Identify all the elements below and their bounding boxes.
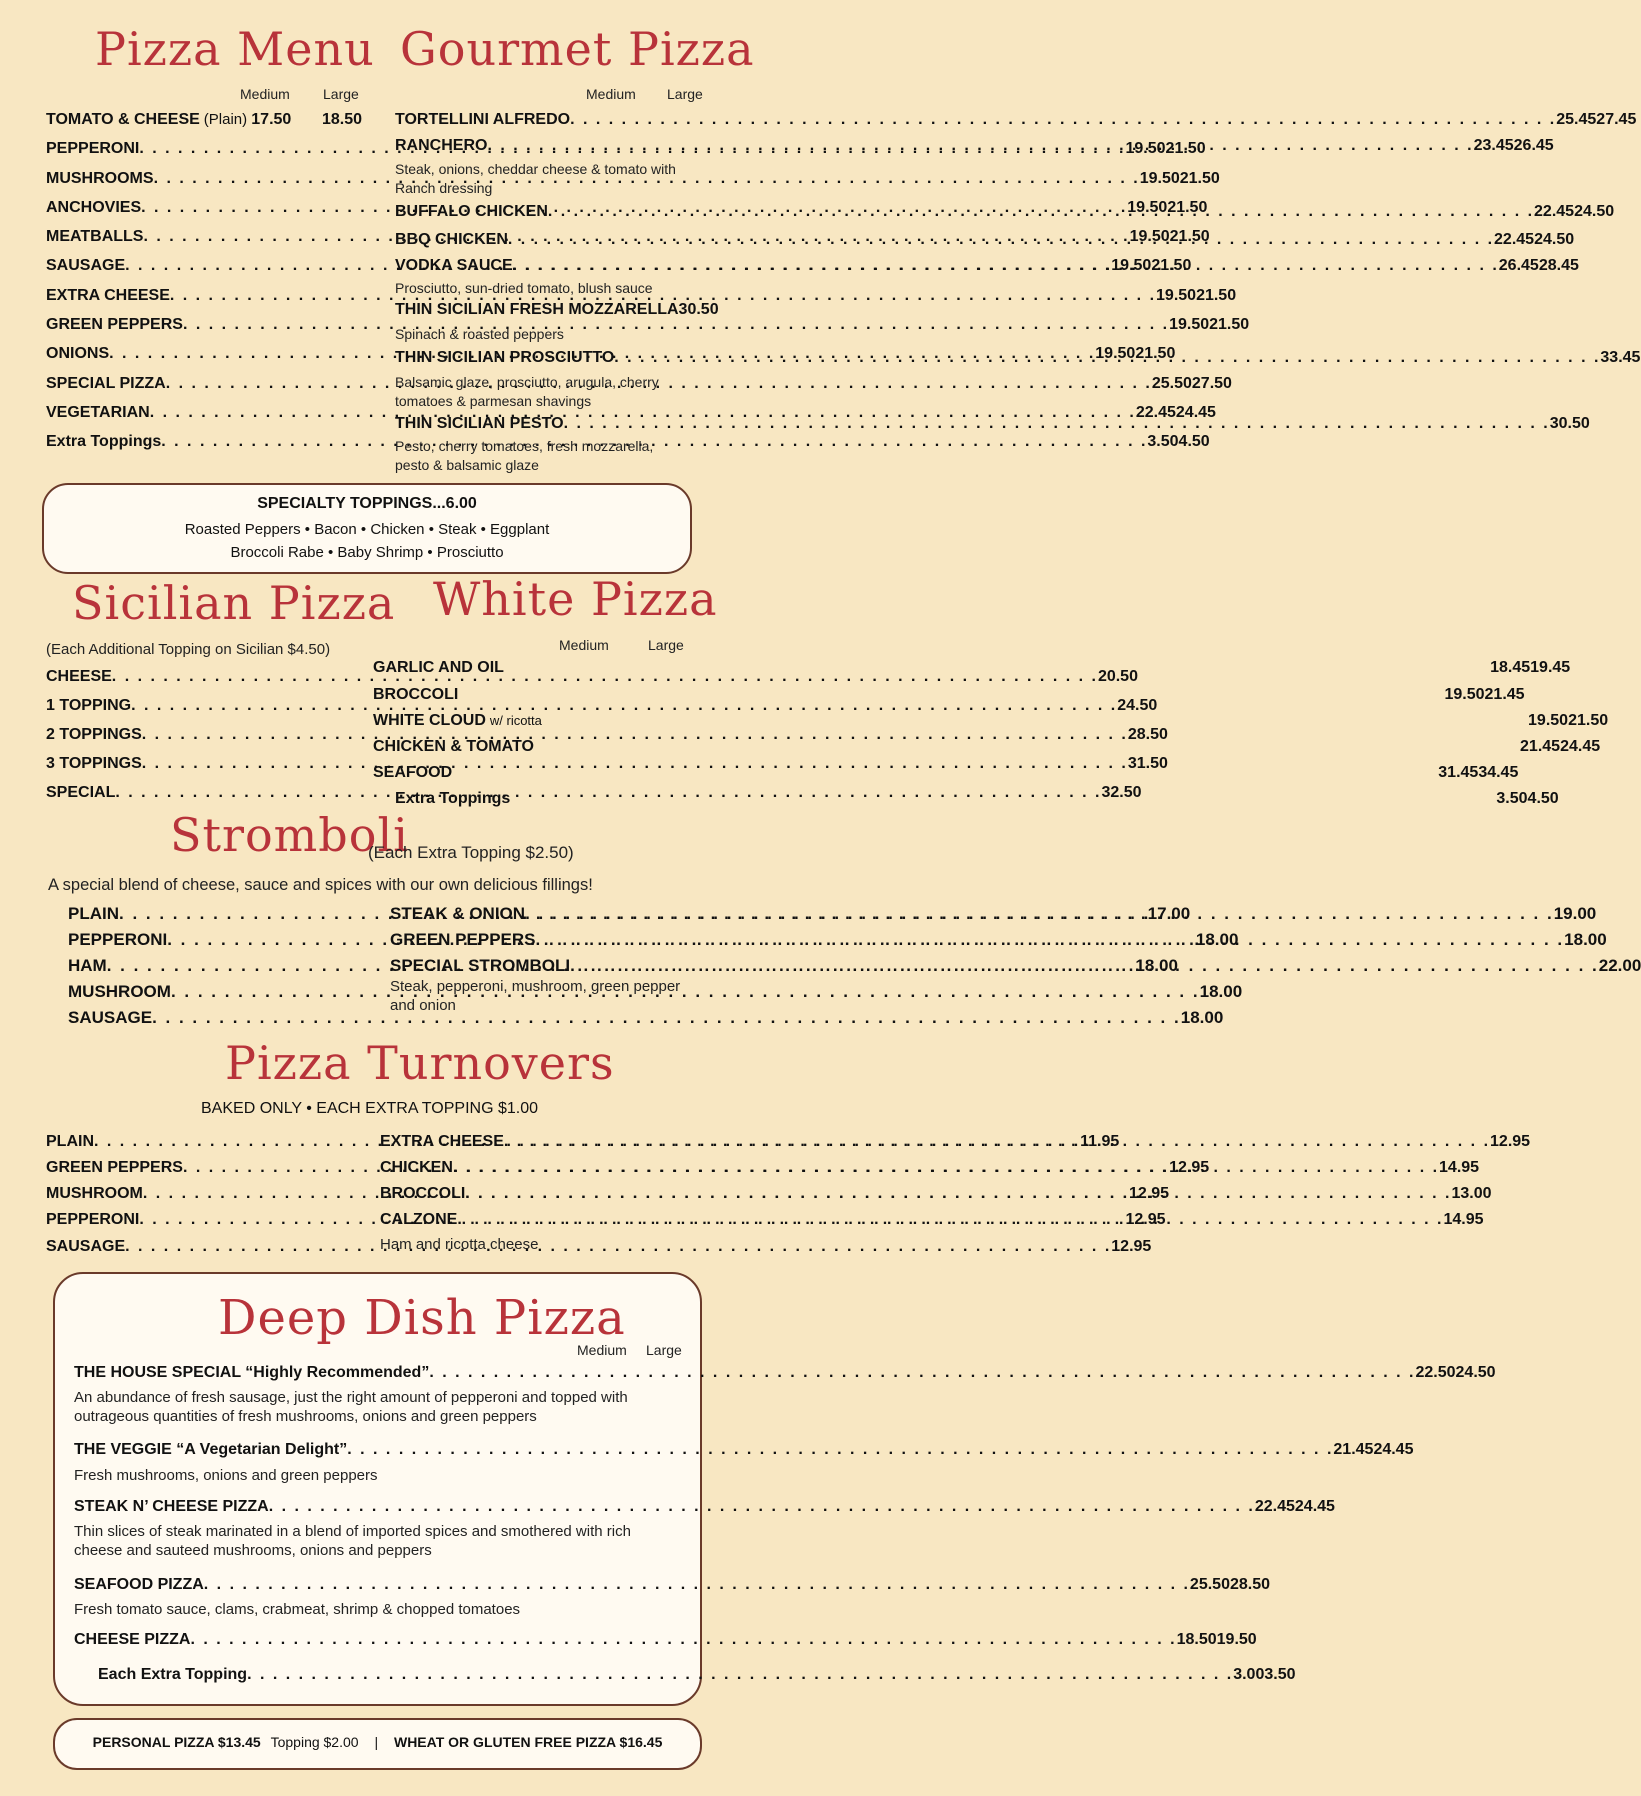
medium-price: 3.00 [1233, 1666, 1265, 1683]
deep-dish-large-header: Large [646, 1342, 682, 1358]
medium-price: 21.45 [1333, 1441, 1374, 1458]
price: 14.95 [1443, 1211, 1484, 1228]
medium-price: 25.50 [1151, 375, 1192, 392]
deep-dish-row [74, 1441, 1414, 1459]
price: 31.50 [1127, 755, 1168, 772]
gourmet-large-header: Large [667, 86, 703, 102]
item-name: THE HOUSE SPECIAL “Highly Recommended” [74, 1364, 430, 1381]
stromboli-tagline: A special blend of cheese, sauce and spices with our own delicious fillings! [48, 876, 593, 894]
large-price: 24.45 [1175, 404, 1216, 421]
price: 12.95 [1490, 1133, 1531, 1150]
price: 11.95 [1080, 1133, 1120, 1150]
pizza-menu-row [46, 433, 1210, 451]
leader-dots [487, 137, 1473, 155]
item-name: GREEN PEPPERS [46, 316, 183, 333]
large-price: 21.50 [1568, 712, 1609, 729]
pizza-menu-medium-header: Medium [240, 86, 290, 102]
price: 19.00 [1553, 904, 1597, 923]
price: 13.00 [1451, 1185, 1492, 1202]
medium-price: 18.45 [1490, 659, 1531, 676]
item-name: PEPPERONI [46, 140, 140, 157]
gluten-free-label: WHEAT OR GLUTEN FREE PIZZA $16.45 [393, 1734, 663, 1750]
item-name: VODKA SAUCE [395, 257, 513, 274]
item-name: ANCHOVIES [46, 199, 142, 216]
medium-price: 19.50 [1127, 199, 1168, 216]
turnovers-title: Pizza Turnovers [225, 1036, 615, 1090]
medium-price: 19.50 [1129, 228, 1170, 245]
item-name: EXTRA CHEESE [46, 287, 170, 304]
white-medium-header: Medium [559, 637, 609, 653]
item-name: SAUSAGE [68, 1008, 153, 1027]
item-name: BBQ CHICKEN [395, 231, 508, 248]
price: 22.00 [1598, 956, 1641, 975]
large-price: 30.50 [678, 301, 719, 318]
footer-line [55, 1734, 700, 1750]
item-name: ONIONS [46, 345, 110, 362]
item-name: MUSHROOM [46, 1185, 143, 1202]
item-name: TORTELLINI ALFREDO [395, 111, 571, 128]
price: 18.00 [1195, 930, 1239, 949]
large-price: 4.50 [1178, 433, 1210, 450]
item-description: Prosciutto, sun-dried tomato, blush sauce [395, 280, 653, 296]
large-price: 24.50 [1455, 1364, 1496, 1381]
item-name: SPECIAL PIZZA [46, 375, 166, 392]
leader-dots [570, 111, 1556, 129]
price: 24.50 [1117, 697, 1158, 714]
stromboli-title: Stromboli [170, 808, 409, 862]
deep-dish-row [74, 1631, 1257, 1649]
price: 18.00 [1564, 930, 1607, 949]
item-description: Fresh tomato sauce, clams, crabmeat, shrimp & chopped tomatoes [74, 1601, 521, 1618]
leader-dots [513, 257, 1499, 275]
medium-price: 21.45 [1520, 738, 1561, 755]
deep-dish-row [74, 1666, 1296, 1684]
item-name: THIN SICILIAN PESTO [395, 415, 564, 432]
large-price: 27.50 [1191, 375, 1232, 392]
sicilian-row [46, 697, 1158, 715]
medium-price: 19.50 [1095, 345, 1136, 362]
personal-pizza-label: PERSONAL PIZZA $13.45 [92, 1734, 261, 1750]
leader-dots [347, 1441, 1333, 1459]
leader-dots [429, 1364, 1415, 1382]
item-description: Steak, onions, cheddar cheese & tomato with Ranch dressing [395, 161, 676, 196]
medium-price: 19.50 [1125, 140, 1166, 157]
item-name: 2 TOPPINGS [46, 726, 142, 743]
item-description: Spinach & roasted peppers [395, 326, 564, 342]
price: 17.00 [1147, 904, 1191, 923]
large-price: 21.50 [1169, 228, 1210, 245]
large-price: 33.45 [1600, 349, 1641, 366]
specialty-line-2: Broccoli Rabe • Baby Shrimp • Prosciutto [230, 544, 504, 561]
price: 12.95 [1125, 1211, 1166, 1228]
medium-price: 25.50 [1189, 1576, 1230, 1593]
leader-dots [614, 349, 1600, 367]
leader-dots [453, 1159, 1439, 1177]
leader-dots [204, 1576, 1190, 1594]
leader-dots [548, 203, 1534, 221]
deep-dish-medium-header: Medium [577, 1342, 627, 1358]
large-price: 21.50 [1165, 140, 1206, 157]
large-price: 34.45 [1478, 764, 1519, 781]
large-price: 21.50 [1151, 257, 1192, 274]
sicilian-note: (Each Additional Topping on Sicilian $4.50) [46, 641, 331, 658]
price: 18.00 [1180, 1008, 1224, 1027]
item-name: SPECIAL [46, 784, 116, 801]
medium-price: 3.50 [1147, 433, 1179, 450]
item-description: Pesto, cherry tomatoes, fresh mozzarella, pesto & balsamic glaze [395, 438, 654, 473]
deep-dish-row [74, 1576, 1271, 1594]
gourmet-row [395, 415, 1590, 433]
item-name: CHICKEN [380, 1159, 453, 1176]
pizza-menu-title: Pizza Menu [95, 22, 375, 76]
specialty-toppings-box [42, 483, 692, 574]
white-pizza-row [373, 712, 1609, 730]
medium-price: 19.50 [1528, 712, 1569, 729]
medium-price: 22.50 [1415, 1364, 1456, 1381]
deep-dish-title: Deep Dish Pizza [218, 1290, 626, 1346]
item-name: BROCCOLI [373, 686, 459, 703]
item-name: PLAIN [46, 1133, 94, 1150]
item-name: EXTRA CHEESE [380, 1133, 504, 1150]
item-name: VEGETARIAN [46, 404, 150, 421]
item-name: Extra Toppings [46, 433, 162, 450]
leader-dots [504, 1133, 1490, 1151]
item-name: GARLIC AND OIL [373, 659, 504, 676]
item-name: HAM [68, 956, 107, 975]
medium-price: 3.50 [1496, 790, 1528, 807]
medium-price: 22.45 [1494, 231, 1535, 248]
item-description: Balsamic glaze, prosciutto, arugula, cherry tomatoes & parmesan shavings [395, 374, 659, 409]
price: 12.95 [1111, 1238, 1152, 1255]
stromboli-special-desc: Steak, pepperoni, mushroom, green pepper and onion [390, 978, 681, 1014]
leader-dots [525, 904, 1554, 924]
item-name: SEAFOOD PIZZA [74, 1576, 204, 1593]
item-name: STEAK & ONION [390, 904, 526, 923]
pizza-menu-row [46, 111, 362, 129]
price: 28.50 [1127, 726, 1168, 743]
sicilian-title: Sicilian Pizza [72, 576, 396, 630]
item-name: SPECIAL STROMBOLI [390, 956, 571, 975]
large-price: 18.50 [321, 111, 362, 128]
item-name: MEATBALLS [46, 228, 144, 245]
white-pizza-title: White Pizza [433, 572, 718, 626]
personal-topping-label: Topping $2.00 [270, 1734, 359, 1750]
item-name: CHICKEN & TOMATO [373, 738, 534, 755]
large-price: 24.50 [1574, 203, 1615, 220]
medium-price: 22.45 [1135, 404, 1176, 421]
medium-price: 18.50 [1176, 1631, 1217, 1648]
footer-separator: | [374, 1734, 379, 1750]
large-price: 21.50 [1209, 316, 1250, 333]
item-name: SEAFOOD [373, 764, 453, 781]
item-note: w/ ricotta [489, 713, 542, 728]
large-price: 21.45 [1484, 686, 1525, 703]
leader-dots [125, 1238, 1111, 1256]
price: 32.50 [1101, 784, 1142, 801]
item-name: MUSHROOM [68, 982, 171, 1001]
item-name: PEPPERONI [46, 1211, 140, 1228]
item-description: Fresh mushrooms, onions and green peppers [74, 1467, 378, 1484]
medium-price: 26.45 [1498, 257, 1539, 274]
item-name: GREEN PEPPERS [390, 930, 536, 949]
large-price: 27.45 [1596, 111, 1637, 128]
item-name: SAUSAGE [46, 257, 126, 274]
item-name: 1 TOPPING [46, 697, 132, 714]
white-pizza-row [373, 686, 1525, 704]
item-name: WHITE CLOUD [373, 712, 486, 729]
leader-dots [457, 1211, 1443, 1229]
leader-dots [247, 1666, 1233, 1684]
item-name: Extra Toppings [395, 790, 511, 807]
medium-price: 31.45 [1438, 764, 1479, 781]
large-price: 21.50 [1135, 345, 1176, 362]
price: 18.00 [1199, 982, 1243, 1001]
leader-dots [564, 415, 1550, 433]
white-pizza-row [373, 738, 1601, 756]
large-price: 28.50 [1229, 1576, 1271, 1593]
sicilian-row [46, 726, 1168, 744]
specialty-line-1: Roasted Peppers • Bacon • Chicken • Steak • Eggplant [184, 521, 550, 538]
item-name: PLAIN [68, 904, 119, 923]
medium-price: 19.50 [1169, 316, 1210, 333]
gourmet-medium-header: Medium [586, 86, 636, 102]
large-price: 30.50 [1549, 415, 1590, 432]
item-description: Thin slices of steak marinated in a blend of imported spices and smothered with rich cheese and sauteed mushrooms, onions and peppers [74, 1523, 631, 1559]
item-name: CHEESE PIZZA [74, 1631, 191, 1648]
medium-price: 17.50 [251, 111, 292, 128]
large-price: 24.45 [1560, 738, 1601, 755]
large-price: 19.45 [1530, 659, 1571, 676]
item-name: THIN SICILIAN FRESH MOZZARELLA [395, 301, 679, 318]
item-name: SAUSAGE [46, 1238, 126, 1255]
price: 12.95 [1129, 1185, 1170, 1202]
item-name: BROCCOLI [380, 1185, 466, 1202]
item-name: CHEESE [46, 668, 112, 685]
item-name: Each Extra Topping [98, 1666, 248, 1683]
item-name: 3 TOPPINGS [46, 755, 142, 772]
item-name: THIN SICILIAN PROSCIUTTO [395, 349, 615, 366]
large-price: 19.50 [1216, 1631, 1257, 1648]
leader-dots [190, 1631, 1176, 1649]
white-large-header: Large [648, 637, 684, 653]
price: 14.95 [1439, 1159, 1480, 1176]
item-name: STEAK N’ CHEESE PIZZA [74, 1498, 269, 1515]
leader-dots [465, 1185, 1451, 1203]
medium-price: 25.45 [1556, 111, 1597, 128]
footer-box [53, 1718, 702, 1770]
large-price: 21.50 [1167, 199, 1208, 216]
item-name: GREEN PEPPERS [46, 1159, 183, 1176]
large-price: 24.50 [1534, 231, 1575, 248]
item-name: TOMATO & CHEESE [46, 111, 200, 128]
item-name: CALZONE [380, 1211, 458, 1228]
gourmet-row [395, 111, 1637, 129]
large-price: 24.45 [1294, 1498, 1335, 1515]
large-price: 26.45 [1513, 137, 1554, 154]
medium-price: 19.50 [1444, 686, 1485, 703]
deep-dish-row [74, 1498, 1335, 1516]
large-price: 21.50 [1196, 287, 1237, 304]
sicilian-row [46, 668, 1138, 686]
leader-dots [508, 231, 1494, 249]
large-price: 21.50 [1179, 170, 1220, 187]
item-name: THE VEGGIE “A Vegetarian Delight” [74, 1441, 348, 1458]
stromboli-row [390, 930, 1607, 950]
item-name: BUFFALO CHICKEN [395, 203, 548, 220]
price: 12.95 [1169, 1159, 1210, 1176]
large-price: 4.50 [1527, 790, 1559, 807]
price: 20.50 [1097, 668, 1138, 685]
calzone-desc: Ham and ricotta cheese [380, 1236, 539, 1253]
stromboli-row [68, 1008, 1224, 1028]
white-pizza-row [373, 764, 1519, 782]
specialty-title: SPECIALTY TOPPINGS...6.00 [257, 495, 477, 512]
pizza-menu-row [46, 404, 1216, 422]
turnovers-note: BAKED ONLY • EACH EXTRA TOPPING $1.00 [201, 1100, 538, 1117]
leader-dots [536, 930, 1565, 950]
item-name: RANCHERO [395, 137, 488, 154]
gourmet-row [395, 301, 719, 319]
medium-price: 19.50 [1111, 257, 1152, 274]
large-price: 24.45 [1373, 1441, 1414, 1458]
item-description: An abundance of fresh sausage, just the right amount of pepperoni and topped with outrageous quantities of fresh mushrooms, onions and green peppers [74, 1389, 628, 1425]
gourmet-title: Gourmet Pizza [400, 22, 755, 76]
item-name: MUSHROOMS [46, 170, 154, 187]
medium-price: 22.45 [1534, 203, 1575, 220]
pizza-menu-large-header: Large [323, 86, 359, 102]
medium-price: 19.50 [1156, 287, 1197, 304]
deep-dish-row [74, 1364, 1496, 1382]
medium-price: 22.45 [1254, 1498, 1295, 1515]
leader-dots [269, 1498, 1255, 1516]
large-price: 28.45 [1538, 257, 1579, 274]
medium-price: 23.45 [1473, 137, 1514, 154]
medium-price: 19.50 [1139, 170, 1180, 187]
item-name: PEPPERONI [68, 930, 168, 949]
item-note: (Plain) [203, 111, 248, 128]
large-price: 3.50 [1264, 1666, 1296, 1683]
leader-dots [570, 956, 1599, 976]
stromboli-note: (Each Extra Topping $2.50) [368, 843, 574, 862]
price: 18.00 [1135, 956, 1178, 975]
